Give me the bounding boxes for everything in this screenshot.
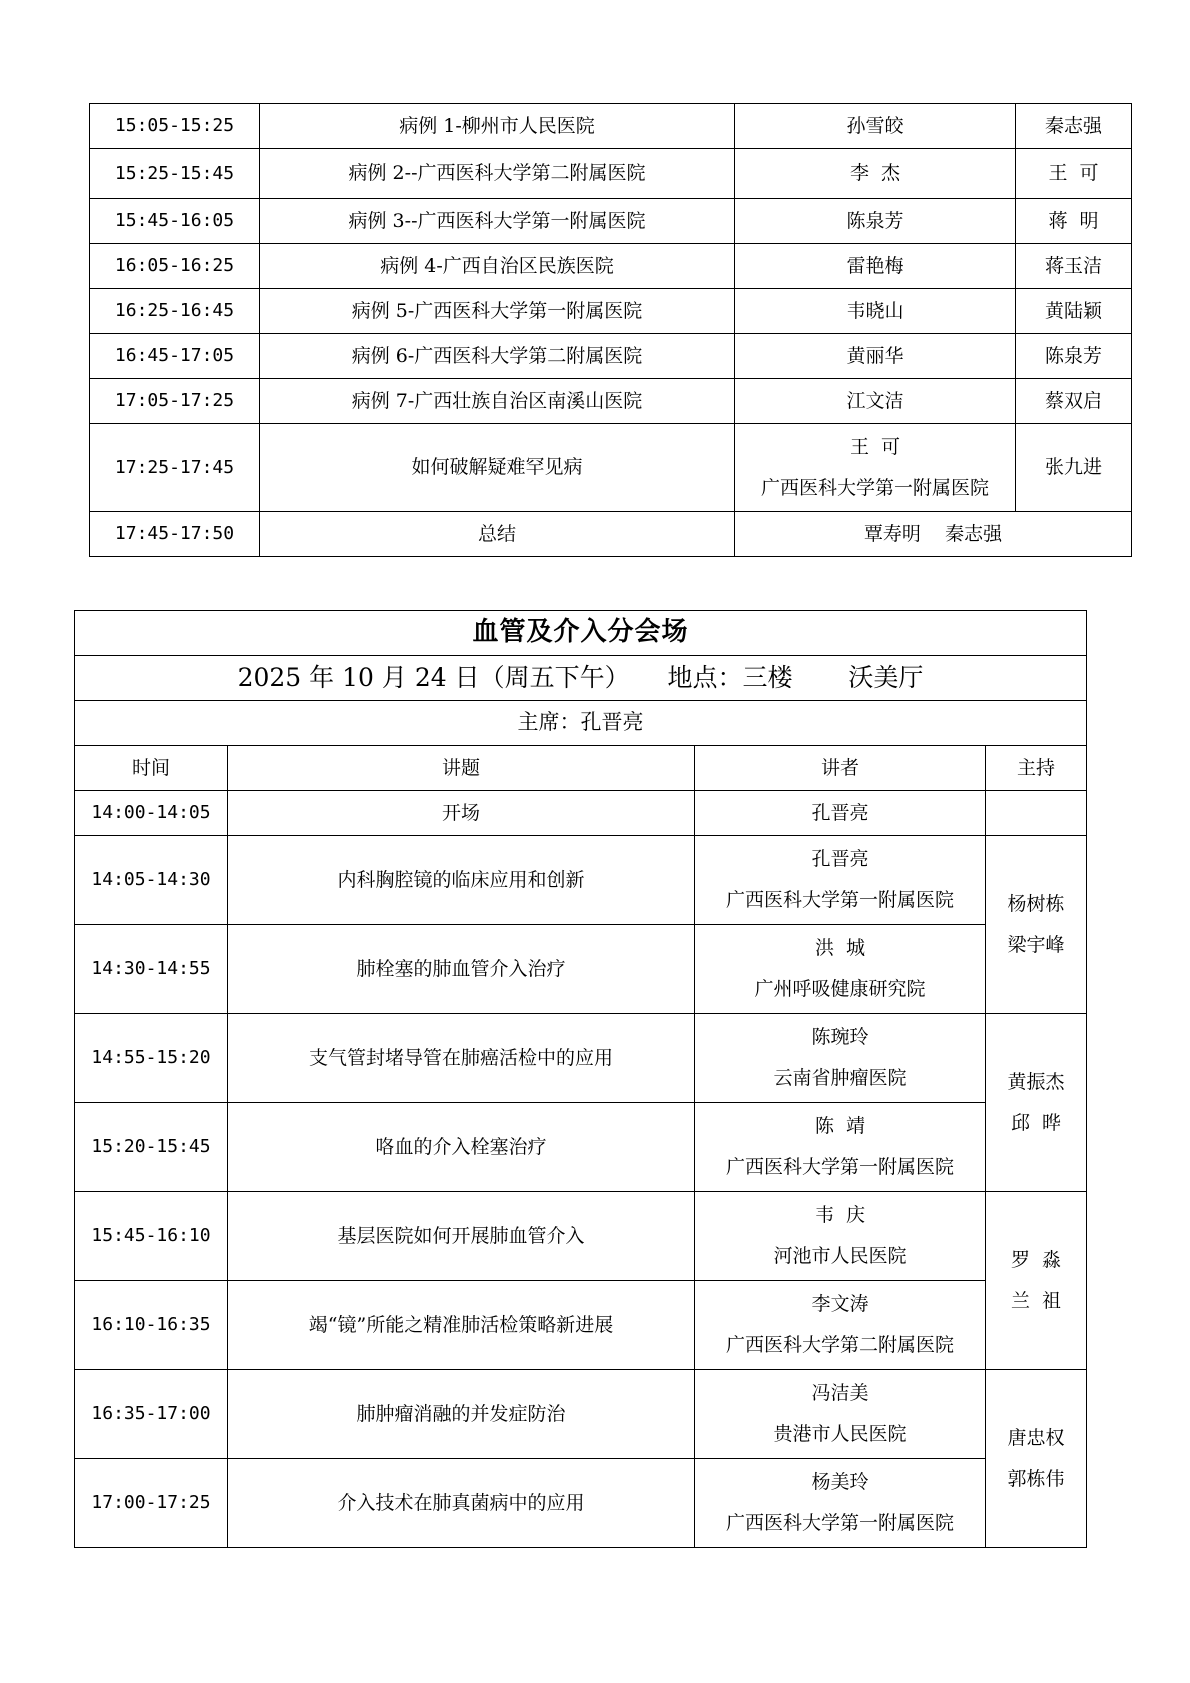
topic-cell: 病例 7-广西壮族自治区南溪山医院 [260, 379, 735, 424]
table-row [90, 289, 1132, 334]
speaker-cell: 覃寿明 秦志强 [735, 512, 1132, 557]
moderator-name: 黄振杰 [1007, 1070, 1065, 1093]
moderator-cell [986, 791, 1087, 836]
moderator-cell: 黄陆颖 [1016, 289, 1132, 334]
session-subtitle [75, 656, 1087, 701]
topic-cell: 肺肿瘤消融的并发症防治 [228, 1370, 695, 1459]
speaker-affiliation: 河池市人民医院 [773, 1245, 907, 1267]
topic-cell: 肺栓塞的肺血管介入治疗 [228, 925, 695, 1014]
time-cell: 17:05-17:25 [90, 379, 260, 424]
time-cell: 15:45-16:10 [75, 1192, 228, 1281]
topic-cell: 病例 2--广西医科大学第二附属医院 [260, 149, 735, 199]
topic-cell: 病例 3--广西医科大学第一附属医院 [260, 199, 735, 244]
moderator-cell [986, 1014, 1087, 1192]
header-topic: 讲题 [228, 746, 695, 791]
moderator-cell: 张九进 [1016, 424, 1132, 512]
topic-cell: 总结 [260, 512, 735, 557]
topic-cell: 竭“镜”所能之精准肺活检策略新进展 [228, 1281, 695, 1370]
table-row [75, 1103, 1087, 1192]
table-row [75, 1459, 1087, 1548]
time-cell: 16:10-16:35 [75, 1281, 228, 1370]
moderator-cell: 秦志强 [1016, 104, 1132, 149]
header-moderator: 主持 [986, 746, 1087, 791]
time-cell: 16:05-16:25 [90, 244, 260, 289]
speaker-name: 李文涛 [811, 1293, 869, 1316]
header-time: 时间 [75, 746, 228, 791]
time-cell: 16:25-16:45 [90, 289, 260, 334]
topic-cell: 病例 4-广西自治区民族医院 [260, 244, 735, 289]
time-cell: 14:00-14:05 [75, 791, 228, 836]
speaker-name: 陈琬玲 [811, 1026, 869, 1049]
session-hall: 沃美厅 [848, 663, 924, 692]
table-row [90, 149, 1132, 199]
time-cell: 15:20-15:45 [75, 1103, 228, 1192]
session-chair: 主席：孔晋亮 [75, 701, 1087, 746]
speaker-cell [735, 424, 1016, 512]
speaker-cell [695, 1459, 986, 1548]
table-row [90, 104, 1132, 149]
speaker-cell [695, 1014, 986, 1103]
vascular-intervention-session-table [74, 610, 1087, 1548]
speaker-affiliation: 广西医科大学第一附属医院 [725, 889, 954, 911]
schedule-table-continued [89, 103, 1132, 557]
speaker-cell [695, 1192, 986, 1281]
speaker-cell: 孔晋亮 [695, 791, 986, 836]
topic-cell: 病例 6-广西医科大学第二附属医院 [260, 334, 735, 379]
speaker-cell: 雷艳梅 [735, 244, 1016, 289]
moderator-cell: 陈泉芳 [1016, 334, 1132, 379]
topic-cell: 咯血的介入栓塞治疗 [228, 1103, 695, 1192]
moderator-name: 邱 晔 [1010, 1111, 1062, 1134]
topic-cell: 基层医院如何开展肺血管介入 [228, 1192, 695, 1281]
moderator-cell [986, 836, 1087, 1014]
speaker-cell [695, 1103, 986, 1192]
moderator-cell [986, 1192, 1087, 1370]
topic-cell: 病例 1-柳州市人民医院 [260, 104, 735, 149]
topic-cell: 病例 5-广西医科大学第一附属医院 [260, 289, 735, 334]
moderator-cell: 蒋 明 [1016, 199, 1132, 244]
speaker-cell: 江文洁 [735, 379, 1016, 424]
moderator-name: 郭栋伟 [1007, 1467, 1065, 1490]
table-row [75, 836, 1087, 925]
speaker-name: 洪 城 [814, 937, 866, 960]
table-row [75, 925, 1087, 1014]
speaker-cell [695, 836, 986, 925]
speaker-affiliation: 广西医科大学第二附属医院 [725, 1334, 954, 1356]
time-cell: 17:25-17:45 [90, 424, 260, 512]
speaker-affiliation: 贵港市人民医院 [773, 1423, 907, 1445]
speaker-affiliation: 广州呼吸健康研究院 [754, 978, 926, 1000]
time-cell: 14:55-15:20 [75, 1014, 228, 1103]
speaker-name: 杨美玲 [811, 1471, 869, 1494]
speaker-name: 孔晋亮 [811, 848, 869, 871]
topic-cell: 支气管封堵导管在肺癌活检中的应用 [228, 1014, 695, 1103]
time-cell: 15:05-15:25 [90, 104, 260, 149]
moderator-name: 杨树栋 [1007, 892, 1065, 915]
speaker-cell: 孙雪皎 [735, 104, 1016, 149]
summary-row [90, 512, 1132, 557]
time-cell: 14:05-14:30 [75, 836, 228, 925]
speaker-cell: 韦晓山 [735, 289, 1016, 334]
speaker-affiliation: 广西医科大学第一附属医院 [760, 476, 989, 499]
moderator-name: 梁宇峰 [1007, 933, 1065, 956]
table-row [90, 379, 1132, 424]
time-cell: 15:25-15:45 [90, 149, 260, 199]
table-row [90, 199, 1132, 244]
moderator-cell: 王 可 [1016, 149, 1132, 199]
speaker-affiliation: 广西医科大学第一附属医院 [725, 1512, 954, 1534]
table-row [90, 334, 1132, 379]
speaker-cell: 李 杰 [735, 149, 1016, 199]
table-row [90, 244, 1132, 289]
table-row [75, 791, 1087, 836]
table-row [75, 1370, 1087, 1459]
speaker-affiliation: 云南省肿瘤医院 [773, 1067, 907, 1089]
speaker-cell: 陈泉芳 [735, 199, 1016, 244]
speaker-cell: 黄丽华 [735, 334, 1016, 379]
time-cell: 15:45-16:05 [90, 199, 260, 244]
session-title: 血管及介入分会场 [75, 611, 1087, 656]
header-speaker: 讲者 [695, 746, 986, 791]
topic-cell: 如何破解疑难罕见病 [260, 424, 735, 512]
topic-cell: 内科胸腔镜的临床应用和创新 [228, 836, 695, 925]
speaker-cell [695, 1281, 986, 1370]
moderator-cell [986, 1370, 1087, 1548]
moderator-name: 兰 祖 [1010, 1289, 1062, 1312]
speaker-name: 陈 靖 [814, 1115, 866, 1138]
speaker-name: 王 可 [849, 435, 901, 458]
speaker-cell [695, 925, 986, 1014]
session-title-row [75, 611, 1087, 656]
moderator-cell: 蒋玉洁 [1016, 244, 1132, 289]
time-cell: 17:00-17:25 [75, 1459, 228, 1548]
speaker-name: 韦 庆 [814, 1204, 866, 1227]
moderator-name: 罗 淼 [1010, 1248, 1062, 1271]
table-row [75, 1192, 1087, 1281]
topic-cell: 介入技术在肺真菌病中的应用 [228, 1459, 695, 1548]
time-cell: 16:45-17:05 [90, 334, 260, 379]
time-cell: 16:35-17:00 [75, 1370, 228, 1459]
time-cell: 17:45-17:50 [90, 512, 260, 557]
table-row [75, 1281, 1087, 1370]
speaker-affiliation: 广西医科大学第一附属医院 [725, 1156, 954, 1178]
session-subtitle-row [75, 656, 1087, 701]
moderator-cell: 蔡双启 [1016, 379, 1132, 424]
session-date: 2025 年 10 月 24 日（周五下午） [237, 663, 630, 692]
speaker-cell [695, 1370, 986, 1459]
header-row [75, 746, 1087, 791]
moderator-name: 唐忠权 [1007, 1426, 1065, 1449]
session-place: 地点：三楼 [667, 663, 793, 692]
time-cell: 14:30-14:55 [75, 925, 228, 1014]
topic-cell: 开场 [228, 791, 695, 836]
table-row [75, 1014, 1087, 1103]
chair-row [75, 701, 1087, 746]
speaker-name: 冯洁美 [811, 1382, 869, 1405]
table-row [90, 424, 1132, 512]
